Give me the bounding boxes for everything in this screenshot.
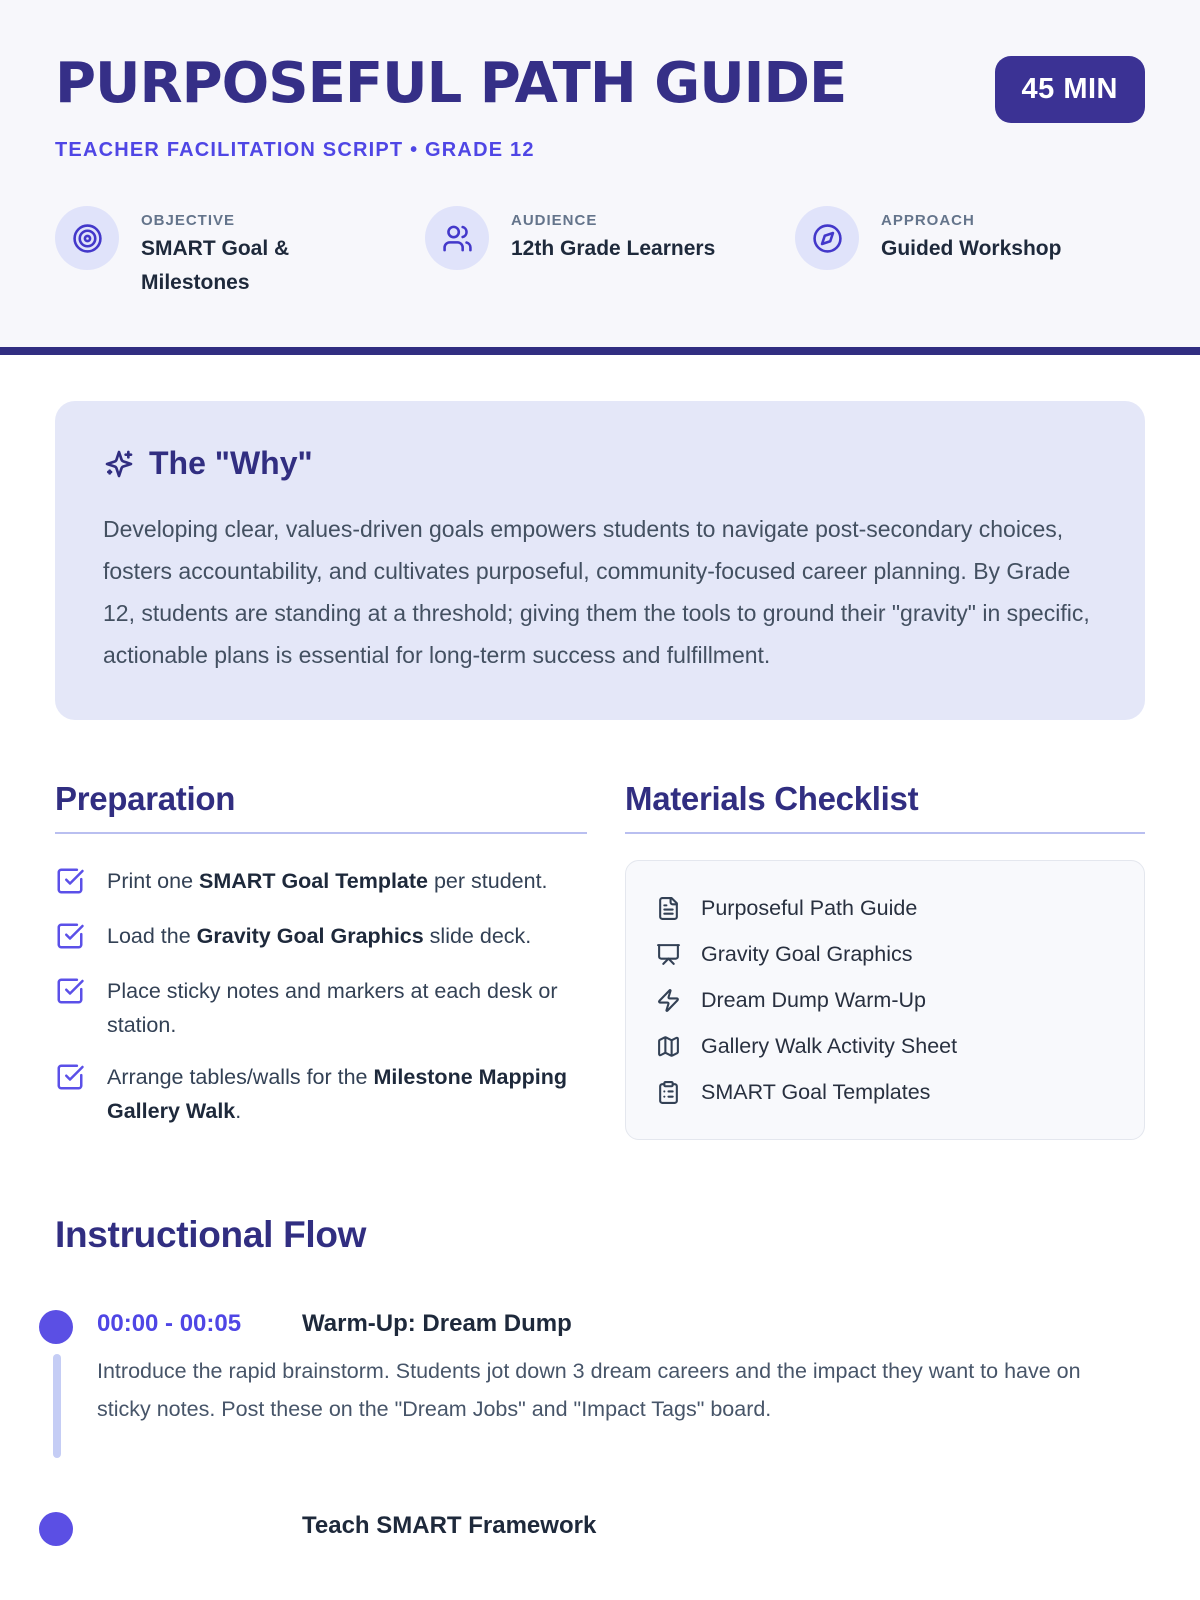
meta-label: AUDIENCE bbox=[511, 212, 598, 229]
flow-step-2 bbox=[55, 1512, 1145, 1540]
preparation-list bbox=[55, 864, 587, 1128]
material-row bbox=[656, 987, 1114, 1013]
material-label: SMART Goal Templates bbox=[701, 1079, 931, 1104]
materials-card bbox=[625, 860, 1145, 1140]
prep-item-text: Arrange tables/walls for the Milestone Mapping Gallery Walk. bbox=[107, 1065, 567, 1124]
file-text-icon bbox=[656, 896, 681, 921]
timeline-connector bbox=[53, 1354, 61, 1458]
prep-item bbox=[55, 1060, 587, 1128]
timeline-dot bbox=[39, 1512, 73, 1546]
presentation-icon bbox=[656, 942, 681, 967]
meta-objective bbox=[55, 206, 425, 299]
meta-row bbox=[55, 206, 1145, 299]
material-label: Gallery Walk Activity Sheet bbox=[701, 1033, 958, 1058]
material-label: Dream Dump Warm-Up bbox=[701, 987, 926, 1012]
prep-item-text: Place sticky notes and markers at each desk or station. bbox=[107, 979, 558, 1038]
meta-label: OBJECTIVE bbox=[141, 212, 236, 229]
page-subtitle: TEACHER FACILITATION SCRIPT • GRADE 12 bbox=[55, 139, 535, 161]
materials-heading: Materials Checklist bbox=[625, 780, 919, 818]
checkbox-checked-icon bbox=[55, 921, 85, 956]
why-callout bbox=[55, 401, 1145, 720]
timeline-dot bbox=[39, 1310, 73, 1344]
checkbox-checked-icon bbox=[55, 1062, 85, 1128]
material-row bbox=[656, 1079, 1114, 1105]
why-heading: The "Why" bbox=[149, 445, 313, 482]
prep-item-text: Print one SMART Goal Template per student. bbox=[107, 869, 548, 894]
main-content bbox=[0, 401, 1200, 1540]
meta-value: 12th Grade Learners bbox=[511, 237, 716, 260]
flow-step-title: Teach SMART Framework bbox=[302, 1512, 597, 1540]
compass-icon bbox=[795, 206, 859, 270]
target-icon bbox=[55, 206, 119, 270]
zap-icon bbox=[656, 988, 681, 1013]
clipboard-list-icon bbox=[656, 1080, 681, 1105]
why-body: Developing clear, values-driven goals empowers students to navigate post-secondary choices, fosters accountability, and cultivates purposeful, community-focused career planning. By Grade 12, students are standing at a threshold; giving them the tools to ground their "gravity" in specific, actionable plans is essential for long-term success and fulfillment. bbox=[103, 516, 1090, 669]
prep-item bbox=[55, 974, 587, 1042]
prep-item bbox=[55, 864, 587, 901]
heading-rule bbox=[625, 832, 1145, 834]
material-row bbox=[656, 941, 1114, 967]
sparkles-icon bbox=[103, 448, 135, 480]
meta-value: Guided Workshop bbox=[881, 237, 1062, 260]
preparation-heading: Preparation bbox=[55, 780, 236, 818]
material-label: Gravity Goal Graphics bbox=[701, 941, 913, 966]
material-row bbox=[656, 1033, 1114, 1059]
material-row bbox=[656, 895, 1114, 921]
flow-step-description: Introduce the rapid brainstorm. Students jot down 3 dream careers and the impact they want to have on sticky notes. Post these on the "Dream Jobs" and "Impact Tags" board. bbox=[97, 1359, 1081, 1422]
checkbox-checked-icon bbox=[55, 976, 85, 1042]
header bbox=[0, 0, 1200, 355]
materials-section bbox=[625, 780, 1145, 1140]
users-icon bbox=[425, 206, 489, 270]
prep-item bbox=[55, 919, 587, 956]
flow-step-title: Warm-Up: Dream Dump bbox=[302, 1310, 572, 1338]
checkbox-checked-icon bbox=[55, 866, 85, 901]
meta-value: SMART Goal & Milestones bbox=[141, 237, 290, 294]
meta-audience bbox=[425, 206, 795, 299]
flow-step-1 bbox=[55, 1310, 1145, 1428]
material-label: Purposeful Path Guide bbox=[701, 895, 918, 920]
preparation-section bbox=[55, 780, 587, 1140]
meta-approach bbox=[795, 206, 1061, 299]
flow-step-time: 00:00 - 00:05 bbox=[97, 1310, 242, 1338]
prep-item-text: Load the Gravity Goal Graphics slide deck. bbox=[107, 924, 532, 949]
instructional-flow-section bbox=[55, 1214, 1145, 1540]
instructional-flow-heading: Instructional Flow bbox=[55, 1214, 367, 1256]
heading-rule bbox=[55, 832, 587, 834]
meta-label: APPROACH bbox=[881, 212, 975, 229]
page-title: PURPOSEFUL PATH GUIDE bbox=[55, 51, 847, 116]
duration-badge: 45 MIN bbox=[995, 56, 1145, 123]
map-icon bbox=[656, 1034, 681, 1059]
